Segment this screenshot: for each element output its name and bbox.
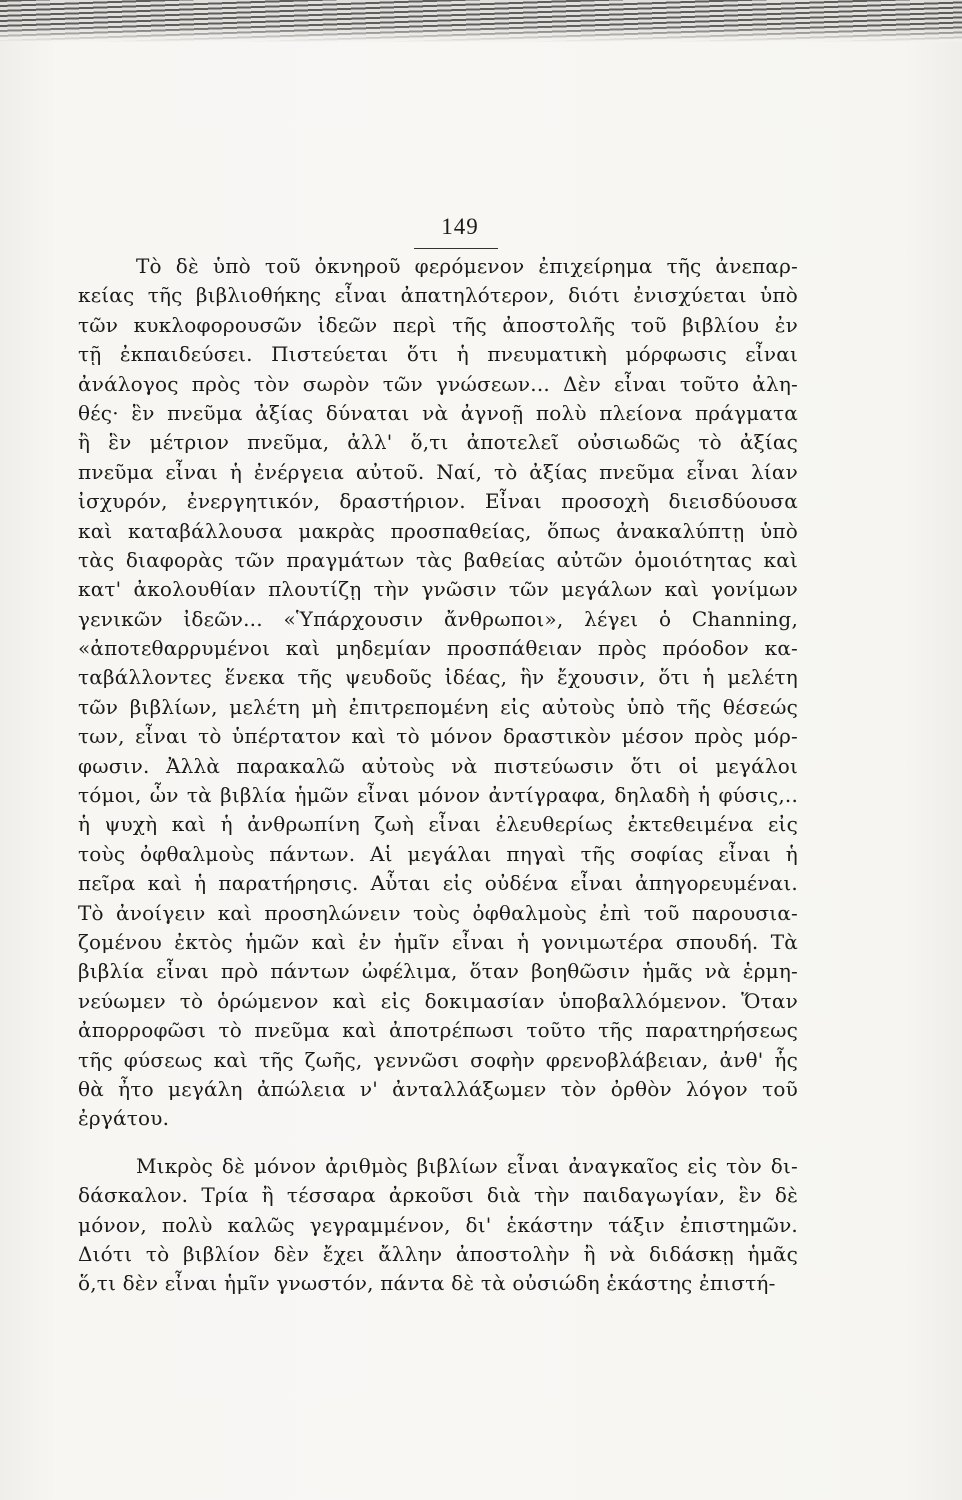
text-line: ἢ ἓν μέτριον πνεῦμα, ἀλλ' ὅ,τι ἀποτελεῖ οὐσιωδῶς τὸ ἀξίας <box>78 430 798 455</box>
text-line: μόνον, πολὺ καλῶς γεγραμμένον, δι' ἑκάστην τάξιν ἐπιστημῶν. <box>78 1212 798 1237</box>
text-line: ἰσχυρόν, ἐνεργητικόν, δραστήριον. Εἶναι προσοχὴ διεισδύουσα <box>78 489 798 514</box>
text-line: πεῖρα καὶ ἡ παρατήρησις. Αὗται εἰς οὐδένα εἶναι ἀπηγορευμέναι. <box>78 871 798 896</box>
text-line: ἀνάλογος πρὸς τὸν σωρὸν τῶν γνώσεων... Δὲν εἶναι τοῦτο ἀλη- <box>78 371 798 396</box>
text-line: τῶν κυκλοφορουσῶν ἰδεῶν περὶ τῆς ἀποστολῆς τοῦ βιβλίου ἐν <box>78 312 798 337</box>
paragraph-1 <box>78 252 798 1134</box>
text-line: ἀπορροφῶσι τὸ πνεῦμα καὶ ἀποτρέπωσι τοῦτο τῆς παρατηρήσεως <box>78 1018 798 1043</box>
text-line: νεύωμεν τὸ ὁρώμενον καὶ εἰς δοκιμασίαν ὑποβαλλόμενον. Ὅταν <box>78 988 798 1013</box>
page-number-rule <box>414 248 498 249</box>
paragraph-gap <box>78 1134 798 1152</box>
text-line: «ἀποτεθαρρυμένοι καὶ μηδεμίαν προσπάθειαν πρὸς πρόοδον κα- <box>78 636 798 661</box>
text-line: ζομένου ἐκτὸς ἡμῶν καὶ ἐν ἡμῖν εἶναι ἡ γονιμωτέρα σπουδή. Τὰ <box>78 929 798 954</box>
text-line: φωσιν. Ἀλλὰ παρακαλῶ αὐτοὺς νὰ πιστεύωσιν ὅτι οἱ μεγάλοι <box>78 753 798 778</box>
text-line: δάσκαλον. Τρία ἢ τέσσαρα ἀρκοῦσι διὰ τὴν παιδαγωγίαν, ἓν δὲ <box>78 1183 798 1208</box>
text-line: ταβάλλοντες ἕνεκα τῆς ψευδοῦς ἰδέας, ἣν ἔχουσιν, ὅτι ἡ μελέτη <box>78 665 798 690</box>
text-line: κείας τῆς βιβλιοθήκης εἶναι ἀπατηλότερον, διότι ἐνισχύεται ὑπὸ <box>78 283 798 308</box>
text-line: τὰς διαφορὰς τῶν πραγμάτων τὰς βαθείας αὐτῶν ὁμοιότητας καὶ <box>78 547 798 572</box>
text-line: τῶν βιβλίων, μελέτη μὴ ἐπιτρεπομένη εἰς αὐτοὺς ὑπὸ τῆς θέσεώς <box>78 694 798 719</box>
text-line: ἐργάτου. <box>78 1106 170 1131</box>
text-line: ἡ ψυχὴ καὶ ἡ ἀνθρωπίνη ζωὴ εἶναι ἐλευθερίως ἐκτεθειμένα εἰς <box>78 812 798 837</box>
scan-top-edge <box>0 0 962 42</box>
text-line: Τὸ ἀνοίγειν καὶ προσηλώνειν τοὺς ὀφθαλμοὺς ἐπὶ τοῦ παρουσια- <box>78 900 798 925</box>
text-line: τοὺς ὀφθαλμοὺς πάντων. Αἱ μεγάλαι πηγαὶ τῆς σοφίας εἶναι ἡ <box>78 841 798 866</box>
text-line: γενικῶν ἰδεῶν... «Ὑπάρχουσιν ἄνθρωποι», λέγει ὁ Channing, <box>78 606 798 631</box>
paragraph-2 <box>78 1152 798 1299</box>
text-line: Διότι τὸ βιβλίον δὲν ἔχει ἄλλην ἀποστολὴν ἢ νὰ διδάσκῃ ἡμᾶς <box>78 1241 798 1266</box>
text-line: κατ' ἀκολουθίαν πλουτίζῃ τὴν γνῶσιν τῶν μεγάλων καὶ γονίμων <box>78 577 798 602</box>
page-number: 149 <box>441 214 479 239</box>
text-line: τόμοι, ὧν τὰ βιβλία ἡμῶν εἶναι μόνον ἀντίγραφα, δηλαδὴ ἡ φύσις,.. <box>78 783 798 808</box>
text-line: βιβλία εἶναι πρὸ πάντων ὠφέλιμα, ὅταν βοηθῶσιν ἡμᾶς νὰ ἑρμη- <box>78 959 798 984</box>
text-line: θές· ἓν πνεῦμα ἀξίας δύναται νὰ ἀγνοῇ πολὺ πλείονα πράγματα <box>78 400 798 425</box>
text-line: θὰ ἦτο μεγάλη ἀπώλεια ν' ἀνταλλάξωμεν τὸν ὀρθὸν λόγον τοῦ <box>78 1076 798 1101</box>
text-line: πνεῦμα εἶναι ἡ ἐνέργεια αὐτοῦ. Ναί, τὸ ἀξίας πνεῦμα εἶναι λίαν <box>78 459 798 484</box>
text-line: των, εἶναι τὸ ὑπέρτατον καὶ τὸ μόνον δραστικὸν μέσον πρὸς μόρ- <box>78 724 798 749</box>
text-line: Μικρὸς δὲ μόνον ἀριθμὸς βιβλίων εἶναι ἀναγκαῖος εἰς τὸν δι- <box>136 1153 798 1178</box>
text-line: τῇ ἐκπαιδεύσει. Πιστεύεται ὅτι ἡ πνευματικὴ μόρφωσις εἶναι <box>78 342 798 367</box>
text-line: καὶ καταβάλλουσα μακρὰς προσπαθείας, ὅπως ἀνακαλύπτῃ ὑπὸ <box>78 518 798 543</box>
body-text <box>78 252 798 1299</box>
text-line: ὅ,τι δὲν εἶναι ἡμῖν γνωστόν, πάντα δὲ τὰ οὐσιώδη ἑκάστης ἐπιστή- <box>78 1271 776 1296</box>
text-line: τῆς φύσεως καὶ τῆς ζωῆς, γεννῶσι σοφὴν φρενοβλάβειαν, ἀνθ' ἧς <box>78 1047 798 1072</box>
text-line: Τὸ δὲ ὑπὸ τοῦ ὀκνηροῦ φερόμενον ἐπιχείρημα τῆς ἀνεπαρ- <box>136 254 798 278</box>
